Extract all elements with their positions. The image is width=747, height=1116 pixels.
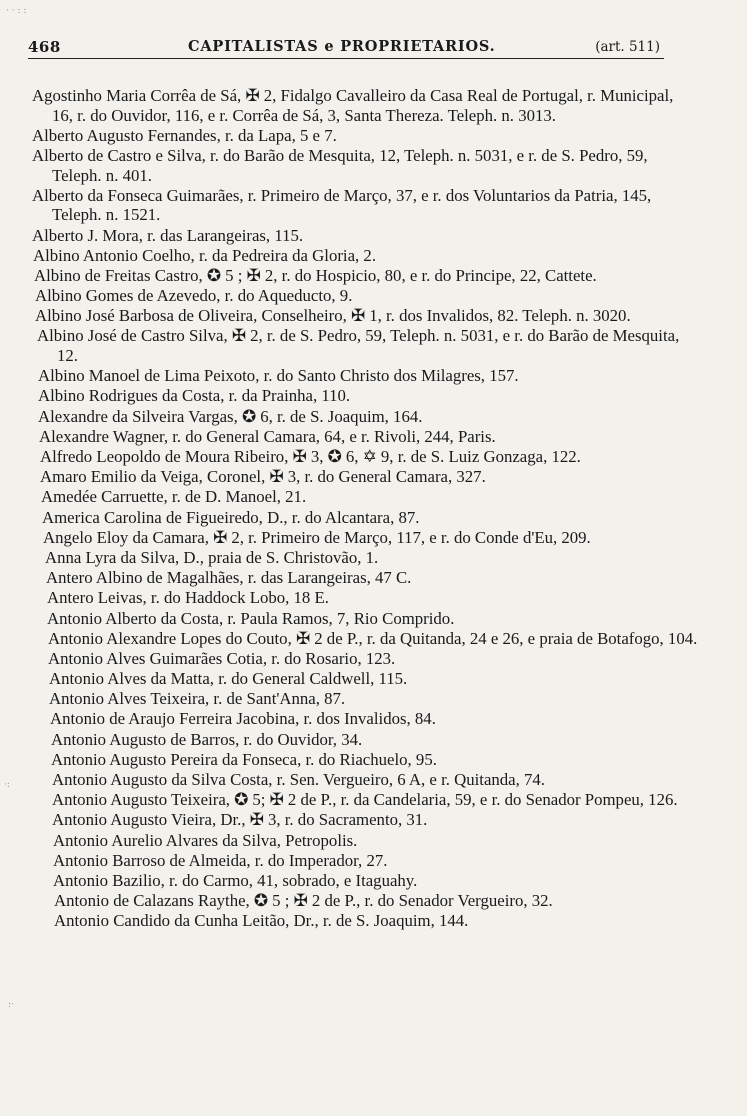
directory-entry: Angelo Eloy da Camara, ✠ 2, r. Primeiro de Março, 117, e r. do Conde d'Eu, 209. <box>43 527 591 547</box>
directory-entry: Antonio Alves Teixeira, r. de Sant'Anna, 87. <box>49 689 346 709</box>
directory-entry: Antonio Bazilio, r. do Carmo, 41, sobrado, e Itaguahy. <box>53 870 418 890</box>
directory-entry: Alberto da Fonseca Guimarães, r. Primeiro de Março, 37, e r. dos Voluntarios da Patria, 145, Teleph. n. 1521. <box>32 185 652 225</box>
directory-entry: Amedée Carruette, r. de D. Manoel, 21. <box>41 487 307 507</box>
page-speck: :· <box>8 1000 14 1010</box>
directory-entries <box>0 86 720 932</box>
directory-entry: Albino Manoel de Lima Peixoto, r. do Santo Christo dos Milagres, 157. <box>38 366 519 386</box>
directory-entry: Antonio Augusto da Silva Costa, r. Sen. Vergueiro, 6 A, e r. Quitanda, 74. <box>52 770 545 789</box>
directory-entry: Agostinho Maria Corrêa de Sá, ✠ 2, Fidalgo Cavalleiro da Casa Real de Portugal, r. Municipal, 16, r. do Ouvidor, 116, e r. Corrêa de Sá, 3, Santa Thereza. Teleph. n. 3013. <box>32 86 674 125</box>
directory-entry: Albino José de Castro Silva, ✠ 2, r. de S. Pedro, 59, Teleph. n. 5031, e r. do Barão de Mesquita, 12. <box>37 326 680 366</box>
directory-entry: Antonio Alexandre Lopes do Couto, ✠ 2 de P., r. da Quitanda, 24 e 26, e praia de Botafogo, 104. <box>48 628 698 648</box>
directory-entry: Antonio de Calazans Raythe, ✪ 5 ; ✠ 2 de P., r. do Senador Vergueiro, 32. <box>54 891 553 911</box>
page-speck: · · : : <box>6 6 27 16</box>
directory-entry: Alexandre Wagner, r. do General Camara, 64, e r. Rivoli, 244, Paris. <box>39 426 496 446</box>
section-title: CAPITALISTAS e PROPRIETARIOS. <box>188 38 496 55</box>
directory-entry: Antonio Augusto Pereira da Fonseca, r. do Riachuelo, 95. <box>51 749 437 769</box>
directory-entry: Antonio Barroso de Almeida, r. do Imperador, 27. <box>53 850 388 870</box>
directory-entry: Albino Antonio Coelho, r. da Pedreira da Gloria, 2. <box>33 245 377 265</box>
directory-entry: Antonio Candido da Cunha Leitão, Dr., r. de S. Joaquim, 144. <box>54 911 469 931</box>
directory-entry: Alfredo Leopoldo de Moura Ribeiro, ✠ 3, ✪ 6, ✡ 9, r. de S. Luiz Gonzaga, 122. <box>40 447 581 466</box>
directory-entry: Alexandre da Silveira Vargas, ✪ 6, r. de S. Joaquim, 164. <box>38 406 423 426</box>
directory-entry: America Carolina de Figueiredo, D., r. do Alcantara, 87. <box>42 507 420 527</box>
directory-entry: Alberto de Castro e Silva, r. do Barão de Mesquita, 12, Teleph. n. 5031, e r. de S. Pedro, 59, Teleph. n. 401. <box>32 145 648 185</box>
directory-entry: Albino de Freitas Castro, ✪ 5 ; ✠ 2, r. do Hospicio, 80, e r. do Principe, 22, Cattete. <box>34 265 597 285</box>
directory-entry: Antonio de Araujo Ferreira Jacobina, r. dos Invalidos, 84. <box>50 709 436 729</box>
page-speck: ·: <box>4 780 10 790</box>
directory-entry: Albino José Barbosa de Oliveira, Conselheiro, ✠ 1, r. dos Invalidos, 82. Teleph. n. 3020. <box>35 306 631 326</box>
article-reference: (art. 511) <box>595 39 660 55</box>
directory-entry: Amaro Emilio da Veiga, Coronel, ✠ 3, r. do General Camara, 327. <box>40 467 486 487</box>
directory-entry: Antonio Aurelio Alvares da Silva, Petropolis. <box>53 830 358 850</box>
directory-entry: Antonio Augusto Teixeira, ✪ 5; ✠ 2 de P., r. da Candelaria, 59, e r. do Senador Pompeu, 126. <box>52 790 678 810</box>
page-header <box>28 36 664 59</box>
directory-entry: Anna Lyra da Silva, D., praia de S. Christovão, 1. <box>45 547 379 567</box>
page-number: 468 <box>28 38 61 56</box>
directory-entry: Antonio Alves da Matta, r. do General Caldwell, 115. <box>49 669 408 689</box>
directory-entry: Antonio Augusto Vieira, Dr., ✠ 3, r. do Sacramento, 31. <box>52 810 428 830</box>
directory-entry: Antero Leivas, r. do Haddock Lobo, 18 E. <box>47 588 329 608</box>
directory-entry: Antonio Alberto da Costa, r. Paula Ramos, 7, Rio Comprido. <box>47 608 455 628</box>
directory-entry: Antero Albino de Magalhães, r. das Larangeiras, 47 C. <box>46 568 412 588</box>
directory-entry: Alberto Augusto Fernandes, r. da Lapa, 5 e 7. <box>32 125 337 145</box>
directory-entry: Antonio Alves Guimarães Cotia, r. do Rosario, 123. <box>48 648 396 668</box>
directory-entry: Albino Rodrigues da Costa, r. da Prainha, 110. <box>38 386 351 406</box>
directory-entry: Albino Gomes de Azevedo, r. do Aqueducto, 9. <box>35 286 353 306</box>
directory-entry: Alberto J. Mora, r. das Larangeiras, 115. <box>32 225 304 245</box>
directory-entry: Antonio Augusto de Barros, r. do Ouvidor, 34. <box>51 729 363 749</box>
